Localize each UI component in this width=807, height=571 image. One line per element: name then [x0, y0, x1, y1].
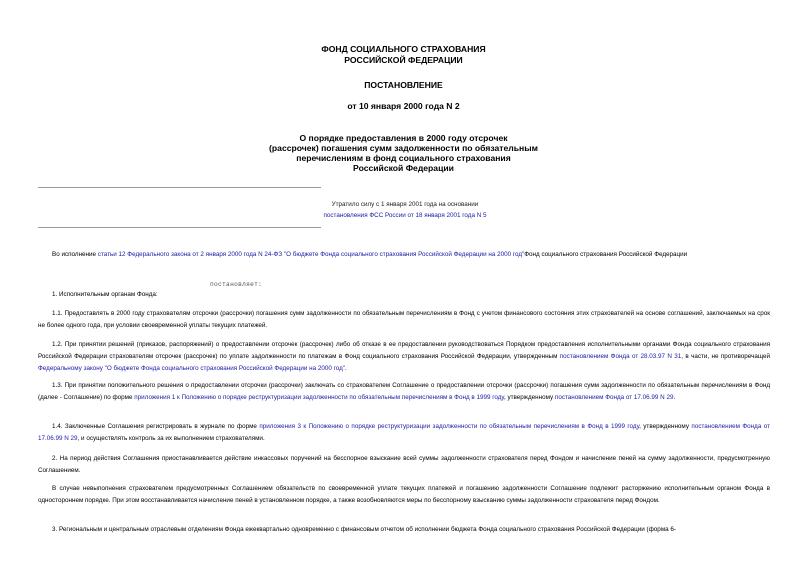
status-note-link[interactable]: постановления ФСС России от 18 января 2001 года N 5 — [323, 212, 487, 219]
org-name-line1: ФОНД СОЦИАЛЬНОГО СТРАХОВАНИЯ — [321, 44, 486, 54]
resolution-29-link[interactable]: постановлением Фонда от 17.06.99 N 29 — [554, 394, 674, 402]
document-title-line3: перечислениям в фонд социального страхования — [296, 153, 511, 163]
paragraph-3: 3. Региональным и центральным отраслевым отделениям Фонда ежеквартально одновременно с финансовым отчетом об исполнении бюджета Фонда социального страхования Российской Федерации (форма 6- — [52, 526, 676, 533]
decree-word: постановляет: — [210, 281, 263, 288]
org-name-line2: РОССИЙСКОЙ ФЕДЕРАЦИИ — [344, 55, 463, 65]
preamble-paragraph: Во исполнение статьи 12 Федерального закона от 2 января 2000 года N 24-ФЗ "О бюджете Фонда социального страхования Российской Федерации на 2000 год"Фонд социального страхования Российской Федерации — [52, 251, 688, 258]
paragraph-1-4: 1.4. Заключенные Соглашения регистрировать в журнале по форме приложения 3 к Положению о порядке реструктуризации задолженности по обязательным перечислениям в Фонд в 1999 году, утвержденному постановлением Фонда от 17.06.99 N 29, и осуществлять контроль за их выполнением страхователями. — [38, 423, 770, 443]
paragraph-1-2: 1.2. При принятии решений (приказов, распоряжений) о предоставлении отсрочек (рассрочек) либо об отказе в ее предоставлении руководствоваться Порядком предоставления исполнительными органами Фонда социального страхования Российской Федерации страхователям отсрочек (рассрочек) по уплате задолженности по платежам в Фонд социального страхования Российской Федерации, утвержденным постановлением Фонда от 28.03.97 N 31, в части, не противоречащей Федеральному закону "О бюджете Фонда социального страхования Российской Федерации на 2000 год". — [38, 341, 770, 373]
status-note: Утратило силу с 1 января 2001 года на основании — [331, 201, 479, 208]
law-article-link[interactable]: статьи 12 Федерального закона от 2 января 2000 года N 24-ФЗ "О бюджете Фонда социального страхования Российской Федерации на 2000 год" — [97, 251, 525, 258]
paragraph-2: 2. На период действия Соглашения приостанавливается действие инкассовых поручений на бесспорное взыскание всей суммы задолженности страхователя перед Фондом и начисление пеней на сумму задолженности, предусмотренную Соглашением. — [38, 455, 770, 475]
document-date-number: от 10 января 2000 года N 2 — [347, 101, 460, 111]
separator-bottom — [38, 227, 321, 228]
paragraph-2-continued: В случае невыполнения страхователем предусмотренных Соглашением обязательств по своевременной уплате текущих платежей и погашению задолженности Соглашение подлежит расторжению исполнительным органом Фонда в одностороннем порядке. При этом восстанавливается начисление пеней в установленном порядке, а также возобновляются меры по бесспорному взысканию суммы задолженности страхователя перед Фондом. — [38, 485, 770, 505]
item-1: 1. Исполнительным органам Фонда: — [52, 291, 158, 298]
document-type: ПОСТАНОВЛЕНИЕ — [364, 80, 443, 90]
document-title-line1: О порядке предоставления в 2000 году отсрочек — [299, 133, 508, 143]
separator-top — [38, 187, 321, 188]
paragraph-1-3: 1.3. При принятии положительного решения о предоставлении отсрочки (рассрочки) заключать со страхователем Соглашение о предоставлении отсрочки (рассрочки) погашения сумм задолженности по обязательным перечислениям в Фонд (далее - Соглашение) по форме приложения 1 к Положению о порядке реструктуризации задолженности по обязательным перечислениям в Фонд в 1999 году, утвержденному постановлением Фонда от 17.06.99 N 29. — [38, 382, 770, 402]
document-title-line4: Российской Федерации — [353, 163, 454, 173]
federal-law-link[interactable]: Федеральному закону "О бюджете Фонда социального страхования Российской Федерации на 2000 год" — [38, 365, 346, 373]
resolution-29-link-2[interactable]: постановлением Фонда от 17.06.99 N 29 — [38, 423, 770, 443]
appendix-1-link[interactable]: приложения 1 к Положению о порядке реструктуризации задолженности по обязательным перечислениям в Фонд в 1999 году — [134, 394, 504, 402]
document-title-line2: (рассрочек) погашения сумм задолженности по обязательным — [269, 143, 538, 153]
resolution-31-link[interactable]: постановлением Фонда от 28.03.97 N 31 — [559, 353, 682, 361]
paragraph-1-1: 1.1. Предоставлять в 2000 году страхователям отсрочки (рассрочки) погашения сумм задолженности по обязательным перечислениям в Фонд с учетом финансового состояния этих страхователей на основе соглашений, заключаемых на срок не более одного года, при условии своевременной уплаты текущих платежей. — [38, 310, 770, 330]
appendix-3-link[interactable]: приложения 3 к Положению о порядке реструктуризации задолженности по обязательным перечислениям в Фонд в 1999 году — [259, 423, 640, 430]
